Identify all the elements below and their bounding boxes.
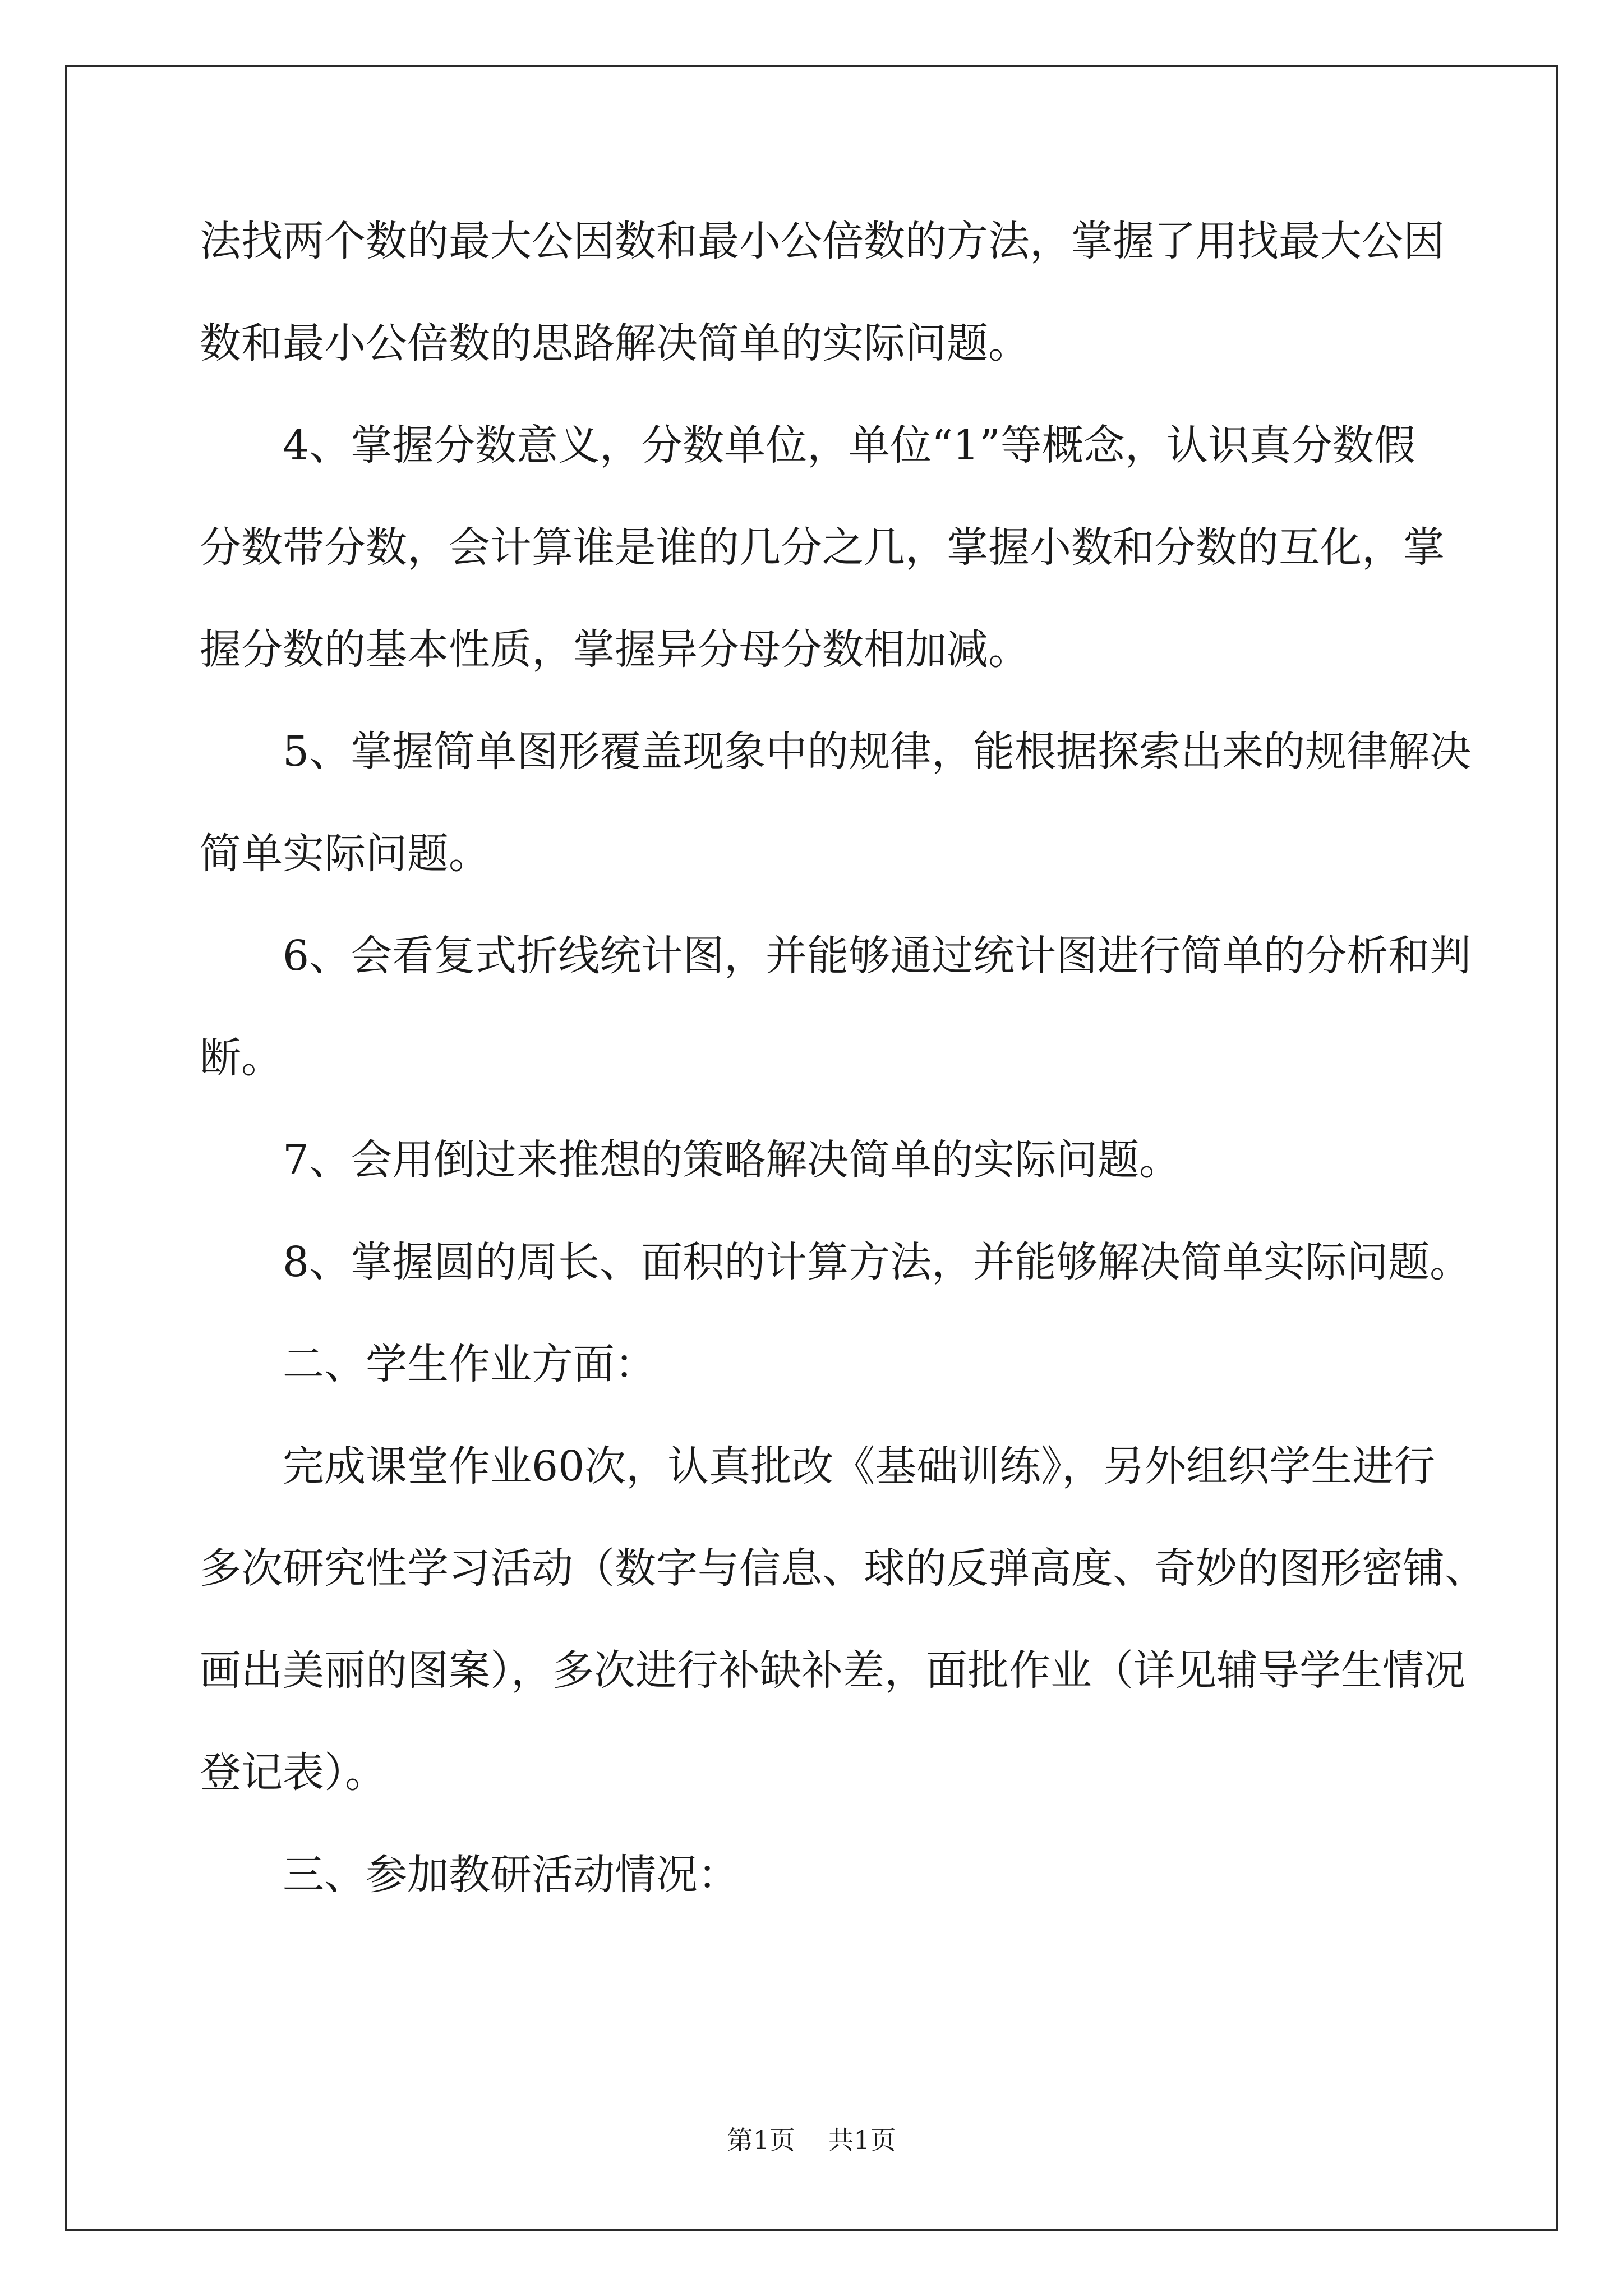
text-line: 完成课堂作业60次，认真批改《基础训练》，另外组织学生进行 bbox=[283, 1442, 1436, 1490]
text-line: 法找两个数的最大公因数和最小公倍数的方法，掌握了用找最大公因 bbox=[200, 217, 1445, 265]
page-number: 第1页 bbox=[727, 2125, 795, 2155]
text-line: 8、掌握圆的周长、面积的计算方法，并能够解决简单实际问题。 bbox=[283, 1238, 1472, 1286]
text-line: 7、会用倒过来推想的策略解决简单的实际问题。 bbox=[283, 1136, 1181, 1184]
text-line: 断。 bbox=[200, 1034, 283, 1082]
page-total: 共1页 bbox=[828, 2125, 896, 2155]
section-heading: 三、参加教研活动情况： bbox=[283, 1851, 739, 1899]
text-line: 画出美丽的图案），多次进行补缺补差，面批作业（详见辅导学生情况 bbox=[200, 1646, 1465, 1695]
text-line: 握分数的基本性质，掌握异分母分数相加减。 bbox=[200, 625, 1030, 674]
footer-spacer bbox=[795, 2125, 828, 2155]
section-heading: 二、学生作业方面： bbox=[283, 1340, 656, 1388]
text-line: 6、会看复式折线统计图，并能够通过统计图进行简单的分析和判 bbox=[283, 932, 1472, 980]
text-line: 4、掌握分数意义，分数单位，单位“1”等概念，认识真分数假 bbox=[283, 421, 1415, 470]
page-footer bbox=[0, 2123, 1623, 2157]
text-line: 登记表）。 bbox=[200, 1749, 386, 1797]
text-line: 数和最小公倍数的思路解决简单的实际问题。 bbox=[200, 319, 1030, 367]
text-line: 5、掌握简单图形覆盖现象中的规律，能根据探索出来的规律解决 bbox=[283, 728, 1472, 776]
text-line: 简单实际问题。 bbox=[200, 830, 490, 878]
text-line: 多次研究性学习活动（数字与信息、球的反弹高度、奇妙的图形密铺、 bbox=[200, 1544, 1486, 1593]
text-line: 分数带分数，会计算谁是谁的几分之几，掌握小数和分数的互化，掌 bbox=[200, 523, 1445, 572]
